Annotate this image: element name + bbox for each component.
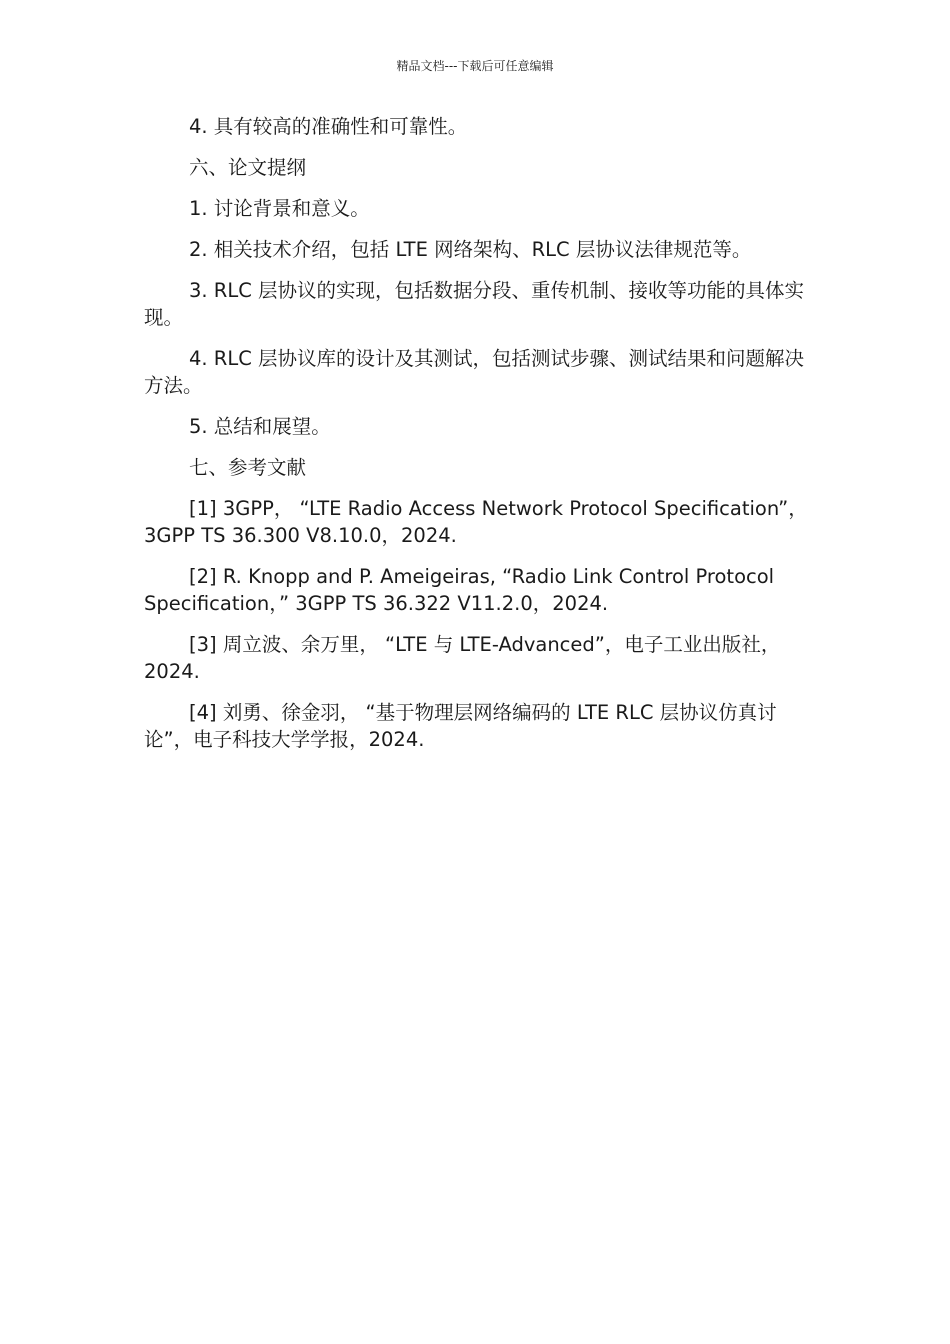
page-header: 精品文档---下载后可任意编辑 (396, 59, 554, 73)
reference-item-1: [1] 3GPP， “LTE Radio Access Network Protocol Specification”，3GPP TS 36.300 V8.10.0，2024. (144, 497, 808, 547)
outline-item-5: 5. 总结和展望。 (189, 415, 331, 438)
section-heading-references: 七、参考文献 (189, 456, 307, 479)
reference-item-4: [4] 刘勇、徐金羽， “基于物理层网络编码的 LTE RLC 层协议仿真讨论”，电子科技大学学报，2024. (144, 701, 777, 751)
outline-item-1: 1. 讨论背景和意义。 (189, 197, 370, 220)
section-heading-outline: 六、论文提纲 (189, 156, 307, 179)
reference-item-3: [3] 周立波、余万里， “LTE 与 LTE-Advanced”，电子工业出版社，2024. (144, 633, 781, 683)
outline-item-3: 3. RLC 层协议的实现，包括数据分段、重传机制、接收等功能的具体实现。 (144, 279, 805, 329)
list-item-accuracy: 4. 具有较高的准确性和可靠性。 (189, 115, 468, 138)
document-body (144, 113, 816, 767)
reference-item-2: [2] R. Knopp and P. Ameigeiras, “Radio Link Control Protocol Specification，” 3GPP TS 36.322 V11.2.0，2024. (144, 565, 775, 615)
outline-item-4: 4. RLC 层协议库的设计及其测试，包括测试步骤、测试结果和问题解决方法。 (144, 347, 805, 397)
outline-item-2: 2. 相关技术介绍，包括 LTE 网络架构、RLC 层协议法律规范等。 (189, 238, 752, 261)
